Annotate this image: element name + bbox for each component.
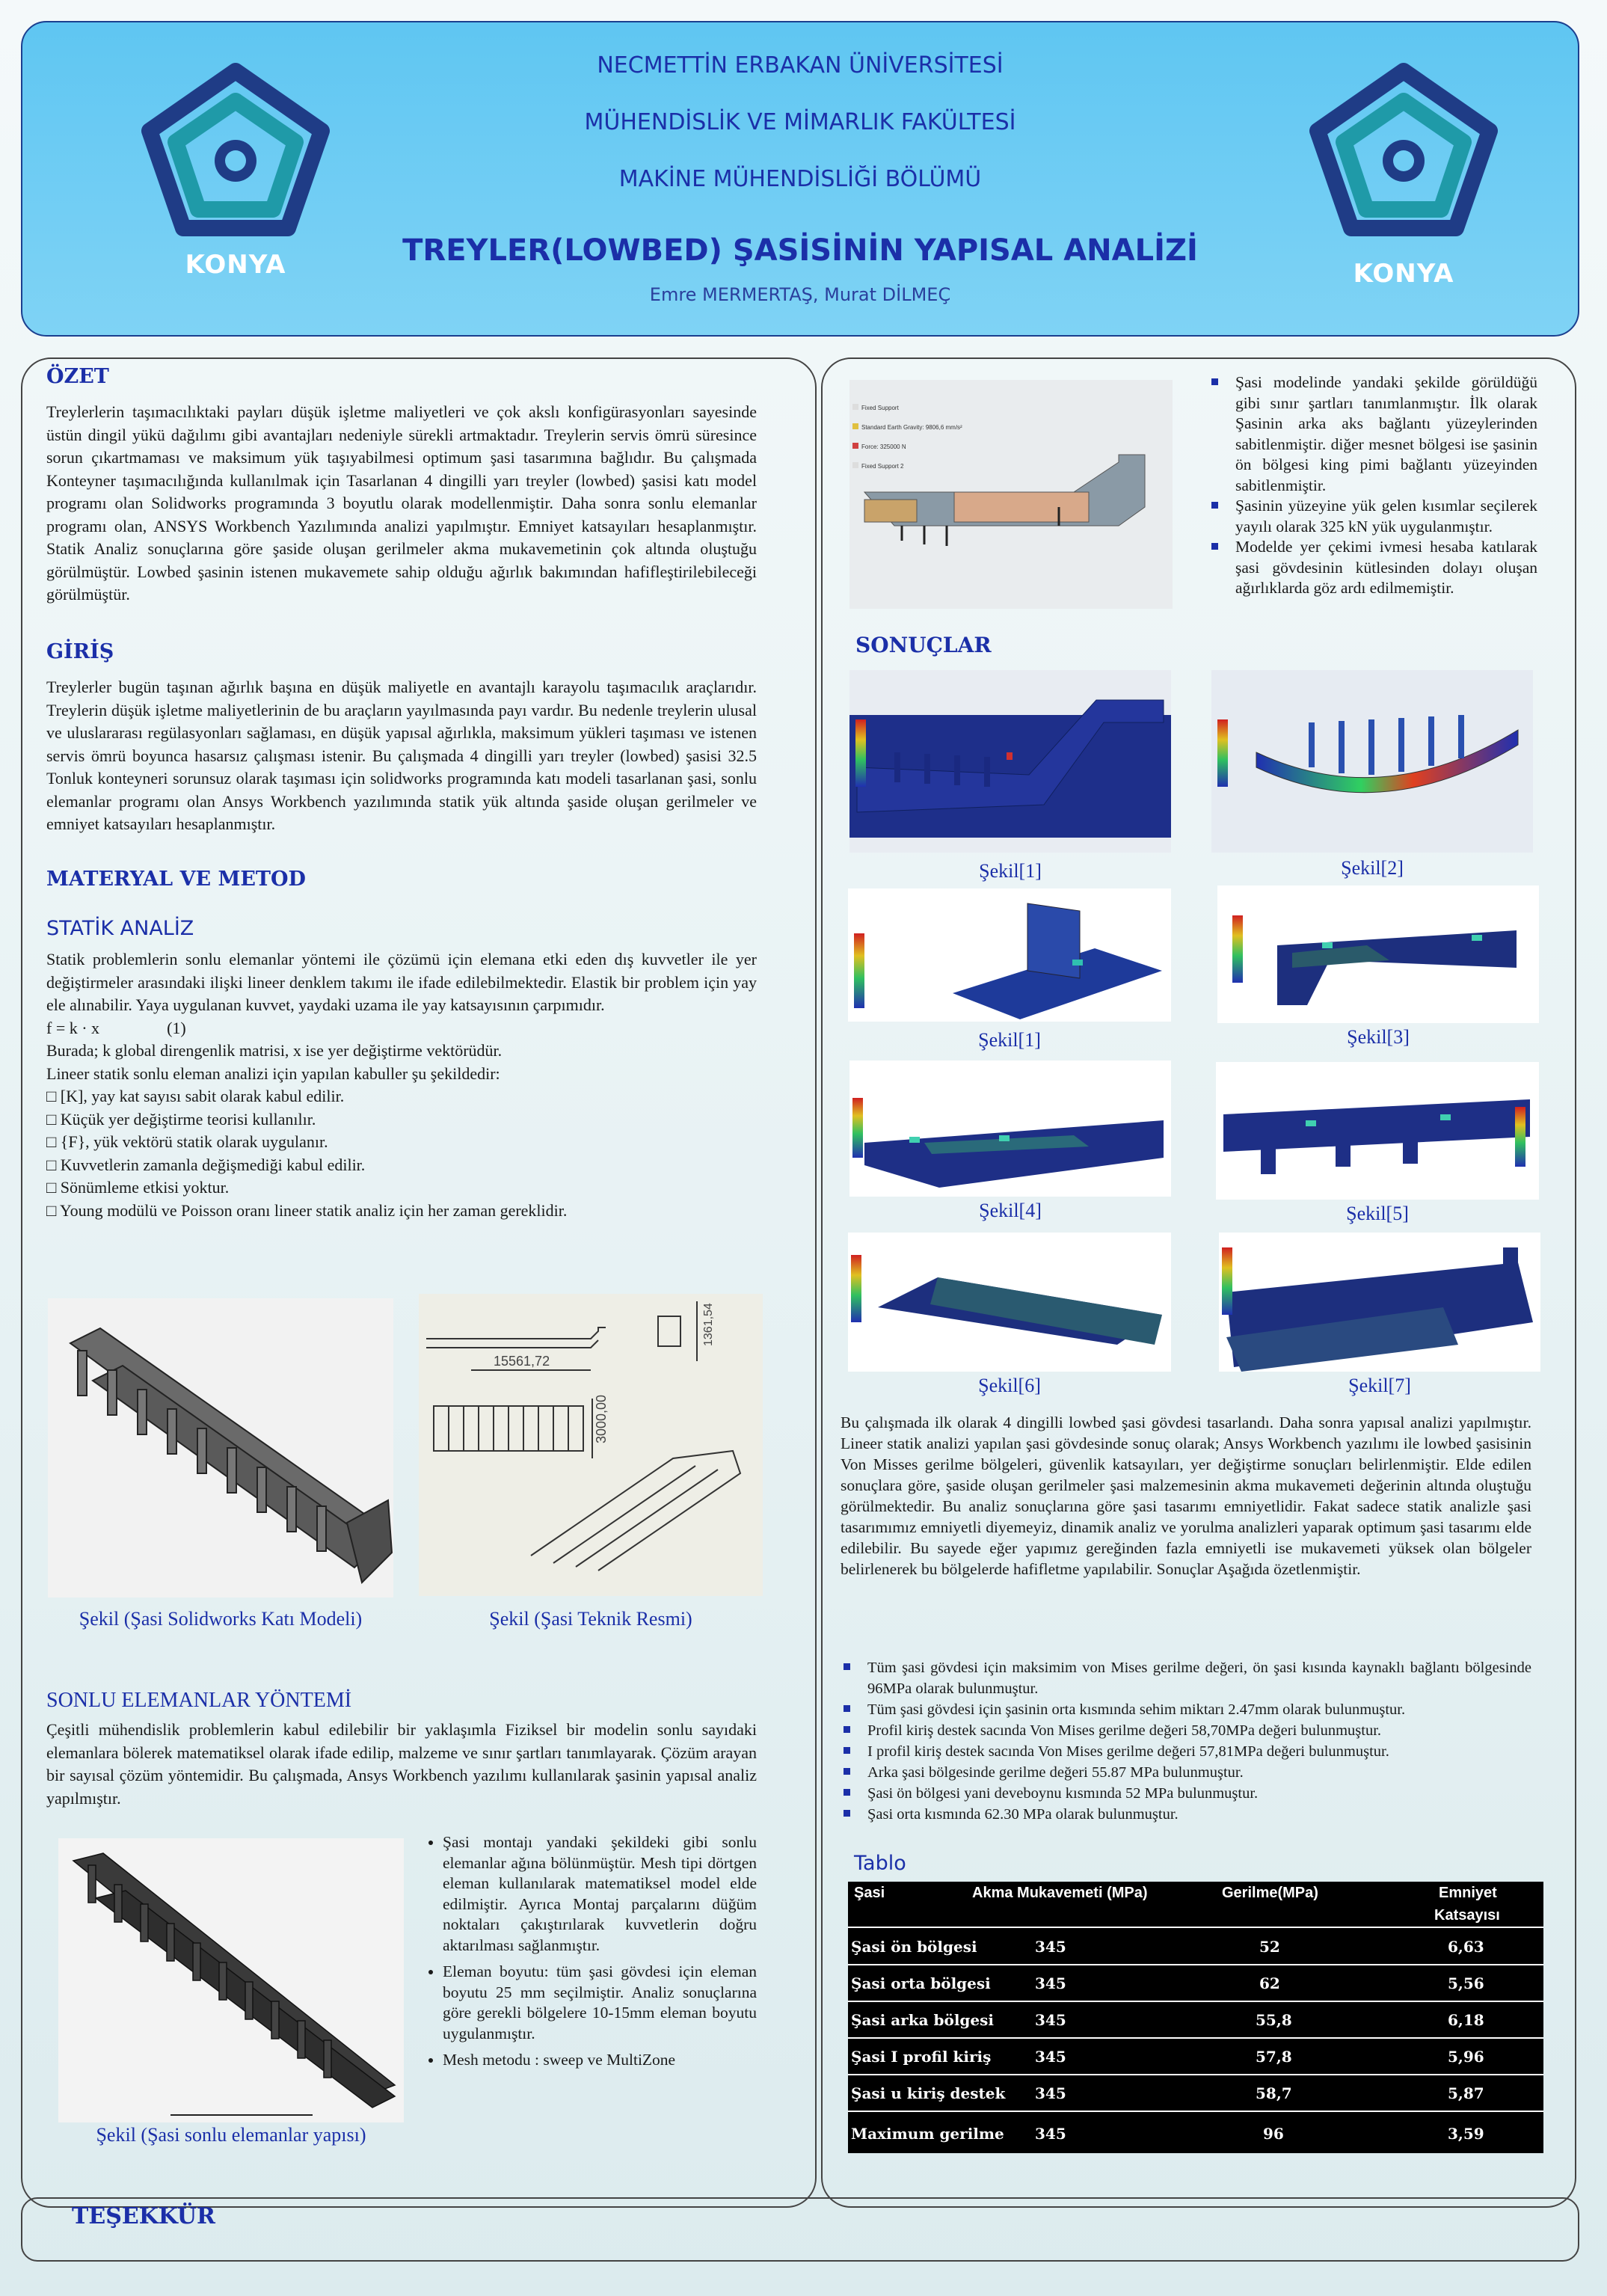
result-bullet: Arka şasi bölgesinde gerilme değeri 55.87 MPa bulunmuştur. <box>841 1762 1531 1783</box>
th-katsayisi: Katsayısı <box>1434 1907 1500 1924</box>
boundary-bullets <box>1208 372 1537 599</box>
table-row: Şasi u kiriş destek 345 58,7 5,87 <box>848 2075 1543 2112</box>
materyal-heading: MATERYAL VE METOD <box>46 868 306 891</box>
table-row: Şasi I profil kiriş 345 57,8 5,96 <box>848 2038 1543 2075</box>
result-figure-1 <box>849 670 1171 853</box>
logo-text-right: KONYA <box>1353 259 1454 289</box>
thanks-panel <box>21 2197 1579 2262</box>
assumption-item: □ [K], yay kat sayısı sabit olarak kabul edilir. <box>46 1087 345 1105</box>
technical-drawing-figure <box>419 1294 763 1596</box>
results-table <box>848 1882 1543 2153</box>
tesekkur-heading: TEŞEKKÜR <box>72 2203 215 2229</box>
result-caption-5: Şekil[3] <box>1347 1026 1410 1048</box>
mesh-caption: Şekil (Şasi sonlu elemanlar yapısı) <box>96 2124 366 2146</box>
result-caption-3: Şekil[1] <box>978 1029 1041 1051</box>
sonlu-paragraph: Çeşitli mühendislik problemlerin kabul edilebilir bir yaklaşımla Fiziksel bir modelin sonlu sayıdaki elemanlara bölerek matematiksel olarak ifade edilip, malzeme ve sınır şartları tanımlayarak. Çözüm arayan bir sayısal çözüm yöntemidir. Bu çalışmada, Ansys Workbench yazılımı kullanılarak şasinin yapısal analiz yapılmıştır. <box>46 1720 757 1808</box>
university-logo-left <box>135 60 337 284</box>
poster-title: TREYLER(LOWBED) ŞASİSİNİN YAPISAL ANALİZİ <box>402 233 1198 268</box>
poster-header <box>21 21 1579 337</box>
results-bullets <box>841 1657 1531 1825</box>
ozet-paragraph: Treylerlerin taşımacılıktaki payları düşük işletme maliyetleri ve çok akslı konfigürasyonları sayesinde üstün dingil yükü dağılımı gibi avantajları nedeniyle sürekli artmaktadır. Treylerin servis ömrü süresince sorun çıkartmaması ve maksimum yük taşıyabilmesi optimum şasi tasarımına bağlıdır. Bu çalışmada Konteyner taşımacılığında kullanılmak için Tasarlanan 4 dingilli yarı treyler (lowbed) şasisi katı model programı olan Solidworks programında 3 boyutlu olarak modellenmiştir. Daha sonra sonlu elemanlar programı olan, ANSYS Workbench Yazılımında analizi yapılmıştır. Emniyet katsayıları hesaplanmıştır. Statik Analiz sonuçlarına göre şaside oluşan gerilmeler akma mukavemetinin çok altında oluştuğu görülmüştür. Lowbed şasinin istenen mukavemete sahip olduğu ağırlık bakımından hafifleştirilebileceği görülmüştür. <box>46 402 757 604</box>
bc-legend-item: Fixed Support <box>861 405 899 411</box>
table-row: Şasi orta bölgesi 345 62 5,56 <box>848 1965 1543 2002</box>
sonlu-heading: SONLU ELEMANLAR YÖNTEMİ <box>46 1689 352 1712</box>
assumption-list <box>46 1085 757 1222</box>
statik-text <box>46 948 757 1222</box>
result-caption-6: Şekil[5] <box>1346 1203 1409 1224</box>
th-akma: Akma Mukavemeti (MPa) <box>972 1885 1148 1901</box>
giris-paragraph: Treylerler bugün taşınan ağırlık başına en düşük maliyetle en avantajlı karayolu taşımacılık araçlarıdır. Treylerin düşük işletme maliyetlerinin de bu araçların yayılmasında payı vardır. Bu nedenle treylerin ulusal ve uluslararası regülasyonları sağlaması, en düşük yapısal ağırlıkla, maksimum yükleri taşıması ve istenen servis ömrü boyunca hasarsız çalışması istenir. Bu çalışmada 4 dingilli yarı treyler (lowbed) şasisi 32.5 Tonluk konteyneri sorunsuz olarak taşıması için solidworks programında katı modeli tasarlanan şasi, sonlu elemanlar programı olan Ansys Workbench yazılımında statik yük altında şaside oluşan gerilmeler ve emniyet katsayıları hesaplanmıştır. <box>46 678 757 833</box>
result-caption-7: Şekil[6] <box>978 1375 1041 1396</box>
solid-model-figure <box>48 1298 393 1597</box>
poster-authors: Emre MERMERTAŞ, Murat DİLMEÇ <box>649 284 951 305</box>
result-bullet: Profil kiriş destek sacında Von Mises gerilme değeri 58,70MPa değeri bulunmuştur. <box>841 1720 1531 1741</box>
mesh-bullet: • Mesh metodu : sweep ve MultiZone <box>443 2050 757 2071</box>
boundary-bullet: Şasi modelinde yandaki şekilde görüldüğü gibi sınır şartları tanımlanmıştır. İlk olarak Şasinin arka aks bağlantı yüzeylerinden sabitlenmiştir. diğer mesnet bölgesi ise şasinin ön bölgesi king pimi bağlantı yüzeyinden sabitlenmiştir. <box>1208 372 1537 496</box>
statik-paragraph: Statik problemlerin sonlu elemanlar yöntemi ile çözümü için elemana etki eden dış kuvvetler ile yer değiştirmeler arasındaki ilişki lineer denklem takımı ile ifade edilebilmektedir. Elastik bir problem için yay ele alınabilir. Yaya uygulanan kuvvet, yaydaki uzama ile yay katsayısının çarpımıdır. <box>46 950 757 1014</box>
solid-model-caption: Şekil (Şasi Solidworks Katı Modeli) <box>79 1608 363 1630</box>
table-row: Maximum gerilme 345 96 3,59 <box>851 2125 1484 2143</box>
university-logo-right <box>1303 60 1505 289</box>
mesh-bullet: • Şasi montajı yandaki şekildeki gibi sonlu elemanlar ağına bölünmüştür. Mesh tipi dörtgen eleman kullanılarak matematiksel model elde edilmiştir. Ayrıca Montaj parçalarını düğüm noktaları çakıştırılarak kuvvetlerin doğru aktarılması sağlanmıştır. <box>443 1832 757 1956</box>
result-bullet: Tüm şasi gövdesi için maksimim von Mises gerilme değeri, ön şasi kısında kaynaklı bağlantı bölgesinde 96MPa olarak bulunmuştur. <box>841 1657 1531 1699</box>
dim-width: 3000,00 <box>594 1394 609 1443</box>
mesh-figure <box>58 1838 404 2122</box>
bc-legend-item: Standard Earth Gravity: 9806,6 mm/s² <box>861 424 962 431</box>
logo-text-left: KONYA <box>185 250 286 280</box>
formula: f = k · x <box>46 1018 100 1037</box>
assumption-item: □ Küçük yer değiştirme teorisi kullanılır. <box>46 1109 316 1129</box>
ozet-heading: ÖZET <box>46 365 109 388</box>
statik-line-1: Burada; k global direngenlik matrisi, x ise yer değiştirme vektörüdür. <box>46 1041 503 1060</box>
th-sasi: Şasi <box>854 1885 885 1901</box>
result-figure-3 <box>848 888 1171 1022</box>
assumption-item: □ Kuvvetlerin zamanla değişmediği kabul edilir. <box>46 1155 366 1174</box>
technical-drawing-caption: Şekil (Şasi Teknik Resmi) <box>489 1608 692 1630</box>
university-name: NECMETTİN ERBAKAN ÜNİVERSİTESİ <box>597 52 1004 79</box>
result-bullet: Şasi orta kısmında 62.30 MPa olarak bulunmuştur. <box>841 1804 1531 1825</box>
table-row: Şasi ön bölgesi 345 52 6,63 <box>848 1928 1543 1965</box>
sonlu-text <box>46 1719 757 1810</box>
giris-text <box>46 676 757 836</box>
assumption-item: □ {F}, yük vektörü statik olarak uygulanır. <box>46 1132 328 1151</box>
result-caption-4: Şekil[4] <box>979 1200 1042 1221</box>
sonuclar-heading: SONUÇLAR <box>855 633 992 657</box>
table-row: Şasi arka bölgesi 345 55,8 6,18 <box>848 2001 1543 2039</box>
result-caption-2: Şekil[2] <box>1341 857 1404 879</box>
ozet-text <box>46 401 757 607</box>
result-figure-8 <box>1219 1233 1540 1372</box>
result-figure-7 <box>848 1233 1171 1372</box>
boundary-bullet: Modelde yer çekimi ivmesi hesaba katılarak şasi gövdesinin kütlesinden dolayı oluşan ağırlıklarda göz ardı edilmemiştir. <box>1208 537 1537 599</box>
assumption-item: □ Sönümleme etkisi yoktur. <box>46 1178 230 1197</box>
giris-heading: GİRİŞ <box>46 640 114 663</box>
statik-line-2: Lineer statik sonlu eleman analizi için yapılan kabuller şu şekildedir: <box>46 1063 500 1083</box>
th-emniyet: Emniyet <box>1439 1885 1497 1901</box>
assumption-item: □ Young modülü ve Poisson oranı lineer statik analiz için her zaman gereklidir. <box>46 1200 568 1220</box>
th-gerilme: Gerilme(MPa) <box>1222 1885 1318 1901</box>
table-caption: Tablo <box>854 1852 906 1875</box>
result-caption-1: Şekil[1] <box>979 860 1042 882</box>
mesh-bullet: • Eleman boyutu: tüm şasi gövdesi için eleman boyutu 25 mm seçilmiştir. Analiz sonuçlarına göre gerekli bölgelere 10-15mm eleman boyutu uygulanmıştır. <box>443 1962 757 2044</box>
sonuclar-paragraph: Bu çalışmada ilk olarak 4 dingilli lowbed şasi gövdesi tasarlandı. Daha sonra yapısal analizi yapılmıştır. Lineer statik analizi yapılan şasi gövdesinde sonuç olarak; Ansys Workbench yazılımı ile lowbed şasisinin Von Misses gerilme bölgeleri, güvenlik katsayıları, yer değiştirme sonuçları belirlenmiştir. Elde edilen sonuçlara göre, şaside oluşan gerilmeler şasi malzemesinin akma mukavemeti değerinin altında oluştuğu görülmektedir. Bu analiz sonuçlarına göre şasi tasarımı emniyetlidir. Fakat sadece statik analizle şasi tasarımımız emniyetli diyemeyiz, dinamik analiz ve yorulma analizleri yaparak optimum şasi tasarımı elde edilebilir. Bu sayede eğer yapımız gereğinden fazla emniyetli ise mukavemeti yüksek olan bölgeler belirlenerek bu bölgelerde hafifletme yapılabilir. Sonuçlar Aşağıda özetlenmiştir. <box>841 1413 1531 1578</box>
boundary-bullet: Şasinin yüzeyine yük gelen kısımlar seçilerek yayılı olarak 325 kN yük uygulanmıştır. <box>1208 496 1537 537</box>
dim-length: 15561,72 <box>494 1354 550 1369</box>
boundary-conditions-figure <box>849 380 1173 609</box>
sonuclar-text <box>841 1412 1531 1580</box>
bc-legend-item: Force: 325000 N <box>861 443 906 450</box>
faculty-name: MÜHENDİSLİK VE MİMARLIK FAKÜLTESİ <box>584 109 1016 135</box>
department-name: MAKİNE MÜHENDİSLİĞİ BÖLÜMÜ <box>618 166 982 192</box>
table-header-row <box>848 1882 1543 1928</box>
formula-line <box>46 1017 757 1040</box>
statik-heading: STATİK ANALİZ <box>46 917 194 940</box>
result-bullet: I profil kiriş destek sacında Von Mises gerilme değeri 57,81MPa değeri bulunmuştur. <box>841 1741 1531 1762</box>
result-figure-5 <box>849 1060 1171 1197</box>
formula-number: (1) <box>167 1018 186 1037</box>
dim-height: 1361,54 <box>702 1303 715 1346</box>
bc-legend-item: Fixed Support 2 <box>861 463 904 470</box>
result-figure-2 <box>1211 670 1533 853</box>
result-caption-8: Şekil[7] <box>1348 1375 1411 1396</box>
mesh-bullets <box>423 1832 757 2071</box>
result-figure-6 <box>1216 1062 1539 1200</box>
result-figure-4 <box>1217 885 1539 1023</box>
result-bullet: Tüm şasi gövdesi için şasinin orta kısmında sehim miktarı 2.47mm olarak bulunmuştur. <box>841 1699 1531 1720</box>
result-bullet: Şasi ön bölgesi yani deveboynu kısmında 52 MPa bulunmuştur. <box>841 1783 1531 1804</box>
